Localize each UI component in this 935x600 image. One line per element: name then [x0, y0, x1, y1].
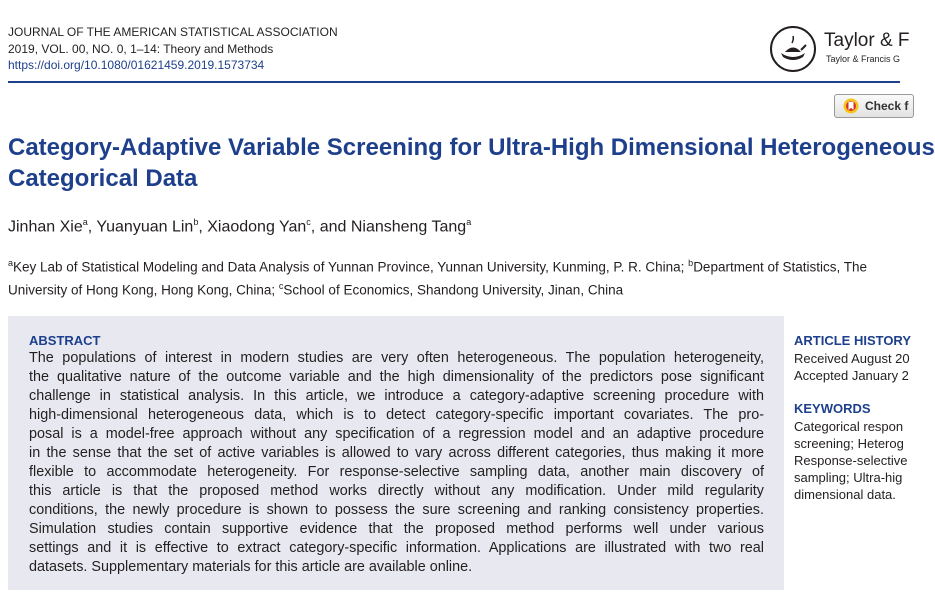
abstract-line: datasets. Supplementary materials for this article are available online.	[29, 559, 473, 575]
abstract-heading: ABSTRACT	[29, 333, 101, 348]
crossmark-icon	[843, 98, 859, 114]
journal-name: JOURNAL OF THE AMERICAN STATISTICAL ASSOCIATION	[8, 25, 338, 39]
affiliation-line-2	[8, 277, 867, 300]
abstract-line: challenge in statistical analysis. In this article, we introduce a category-adaptive screening procedure with	[29, 388, 764, 404]
abstract-line: settings and it is effective to extract category-specific information. Applications are illustrated with two real	[29, 540, 764, 556]
author-name[interactable]: Yuanyuan Lin	[96, 218, 194, 236]
author-affil-mark: a	[82, 217, 88, 227]
affiliations	[8, 254, 867, 300]
author-affil-mark: c	[306, 217, 311, 227]
keyword-line: Categorical respon	[794, 419, 904, 434]
journal-header	[8, 24, 338, 74]
author-name[interactable]: Niansheng Tang	[350, 218, 467, 236]
keyword-line: dimensional data.	[794, 487, 896, 502]
received-date: Received August 20	[794, 351, 910, 366]
article-history-dates	[794, 350, 910, 384]
abstract-line: this article is that the proposed method works directly without any modification. Under mild regularity	[29, 483, 764, 499]
check-updates-label: Check f	[865, 99, 909, 113]
author-affil-mark: b	[193, 217, 199, 227]
affil-text-b-cont: University of Hong Kong, Hong Kong, China;	[8, 282, 279, 298]
author-name[interactable]: Jinhan Xie	[8, 218, 83, 236]
keyword-line: sampling; Ultra-hig	[794, 470, 903, 485]
author-name[interactable]: Xiaodong Yan	[207, 218, 307, 236]
keyword-line: screening; Heterog	[794, 436, 904, 451]
affiliation-line-1	[8, 254, 867, 277]
affil-mark-a: a	[8, 258, 14, 268]
lamp-logo-icon	[770, 26, 816, 72]
article-title	[8, 132, 935, 194]
affil-text-a: Key Lab of Statistical Modeling and Data Analysis of Yunnan Province, Yunnan University, Kunming, P. R. China;	[13, 259, 689, 275]
author-separator: ,	[198, 218, 208, 236]
article-history-heading: ARTICLE HISTORY	[794, 333, 912, 348]
author-list	[8, 217, 471, 236]
abstract-line: in the sense that the set of active variables is allowed to vary across different categories, thus making it more	[29, 445, 764, 461]
abstract-line: the qualitative nature of the outcome variable and the high dimensionality of the predictors pose significant	[29, 369, 764, 385]
title-line-1: Category-Adaptive Variable Screening for Ultra-High Dimensional Heterogeneous	[8, 134, 935, 161]
keywords-list	[794, 418, 907, 503]
affil-mark-b: b	[688, 258, 694, 268]
author-affil-mark: a	[466, 217, 472, 227]
keyword-line: Response-selective	[794, 453, 908, 468]
abstract-line: Simulation studies contain supportive evidence that the proposed method performs well under various	[29, 521, 764, 537]
abstract-line: high-dimensional heterogeneous data, which is to detect category-specific important covariates. The pro-	[29, 407, 764, 423]
abstract-text	[29, 349, 764, 577]
author-separator: ,	[87, 218, 97, 236]
abstract-line: flexible to accommodate heterogeneity. For response-selective sampling data, another main discovery of	[29, 464, 764, 480]
header-divider	[8, 81, 900, 83]
affil-mark-c: c	[278, 281, 284, 291]
title-line-2: Categorical Data	[8, 165, 198, 192]
abstract-line: The populations of interest in modern studies are very often heterogeneous. The population heterogeneity,	[29, 350, 764, 366]
abstract-line: conditions, the newly procedure is shown to possess the sure screening and ranking consistency properties.	[29, 502, 764, 518]
doi-link[interactable]: https://doi.org/10.1080/01621459.2019.1573734	[8, 58, 265, 72]
publisher-name: Taylor & F	[824, 30, 910, 51]
journal-volume: 2019, VOL. 00, NO. 0, 1–14: Theory and Methods	[8, 41, 274, 56]
author-separator: , and	[310, 218, 351, 236]
abstract-line: posal is a model-free approach without any specification of a regression model and an adaptive procedure	[29, 426, 764, 442]
publisher-group: Taylor & Francis G	[826, 54, 901, 64]
keywords-heading: KEYWORDS	[794, 401, 871, 416]
affil-text-c: School of Economics, Shandong University, Jinan, China	[283, 282, 624, 298]
affil-text-b: Department of Statistics, The	[693, 259, 868, 275]
check-updates-button[interactable]	[834, 94, 914, 118]
accepted-date: Accepted January 2	[794, 368, 909, 383]
